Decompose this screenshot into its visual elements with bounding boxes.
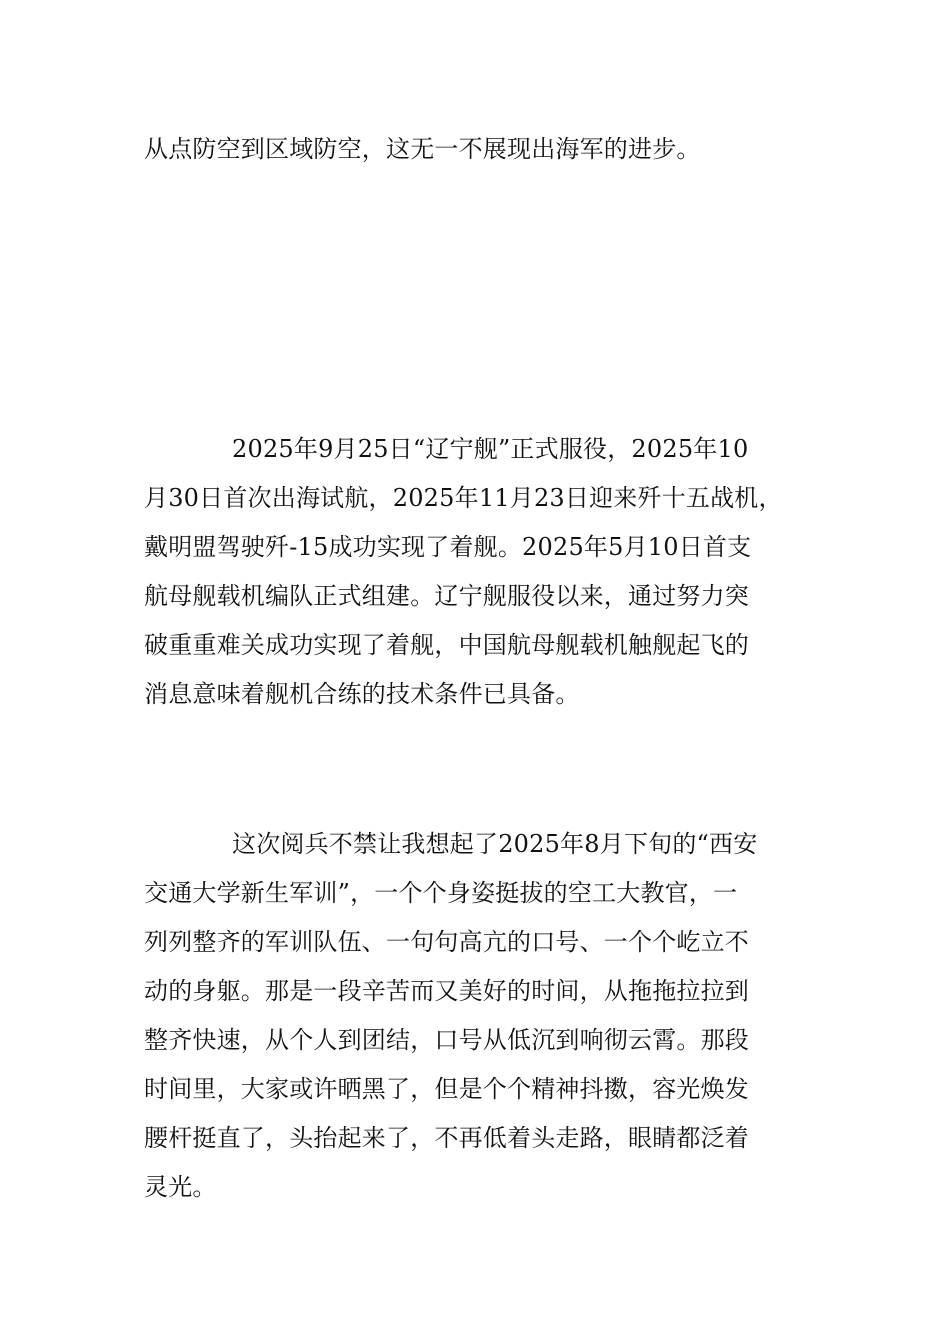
paragraph-line: 2025年9月25日“辽宁舰”正式服役，2025年10 [232,435,749,463]
paragraph-line: 腰杆挺直了，头抬起来了，不再低着头走路，眼睛都泛着 [144,1124,749,1152]
paragraph-line: 从点防空到区域防空，这无一不展现出海军的进步。 [144,135,701,163]
paragraph-line: 动的身躯。那是一段辛苦而又美好的时间，从拖拖拉拉到 [144,977,749,1005]
paragraph-line: 消息意味着舰机合练的技术条件已具备。 [144,680,580,708]
paragraph-line: 交通大学新生军训”，一个个身姿挺拔的空工大教官，一 [144,879,738,907]
paragraph-line: 灵光。 [144,1173,217,1201]
paragraph-line: 破重重难关成功实现了着舰，中国航母舰载机触舰起飞的 [144,631,749,659]
paragraph-line: 月30日首次出海试航，2025年11月23日迎来歼十五战机， [144,484,783,512]
paragraph-line: 列列整齐的军训队伍、一句句高亢的口号、一个个屹立不 [144,928,749,956]
paragraph-line: 整齐快速，从个人到团结，口号从低沉到响彻云霄。那段 [144,1026,749,1054]
paragraph-line: 戴明盟驾驶歼-15成功实现了着舰。2025年5月10日首支 [144,533,752,561]
paragraph-line: 航母舰载机编队正式组建。辽宁舰服役以来，通过努力突 [144,582,749,610]
paragraph-line: 这次阅兵不禁让我想起了2025年8月下旬的“西安 [232,830,758,858]
paragraph-line: 时间里，大家或许晒黑了，但是个个精神抖擞，容光焕发 [144,1075,749,1103]
